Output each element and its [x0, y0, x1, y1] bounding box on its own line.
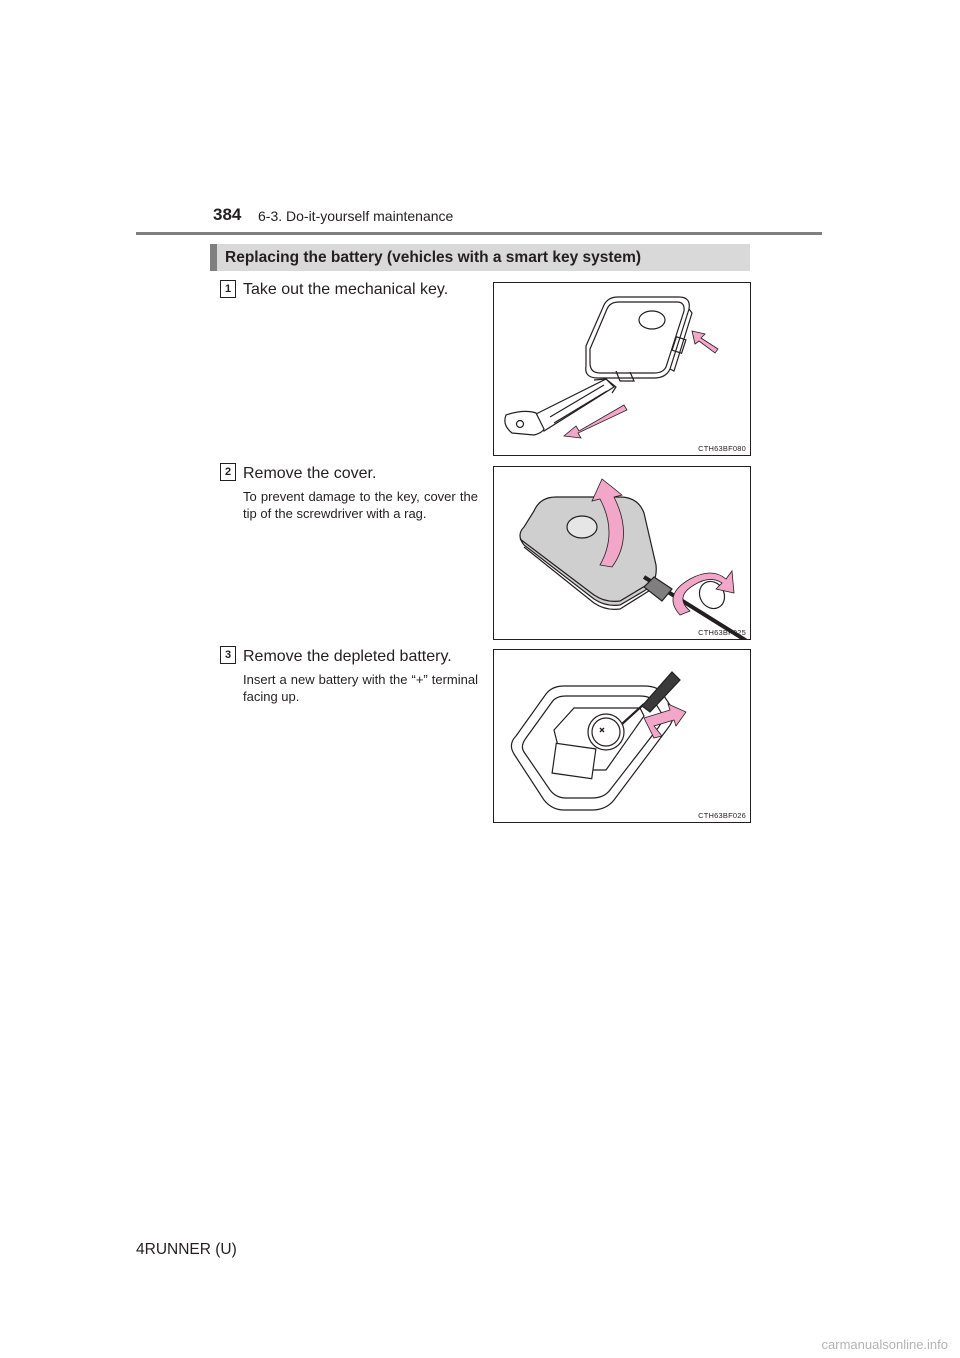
header-divider [136, 232, 822, 235]
step-3-badge: 3 [220, 646, 236, 664]
footer-model: 4RUNNER (U) [136, 1241, 237, 1258]
step-2-badge: 2 [220, 463, 236, 481]
remove-battery-illustration [494, 650, 750, 822]
banner-title: Replacing the battery (vehicles with a smart key system) [225, 249, 642, 266]
step-3-figure [493, 649, 751, 823]
step-3-note: Insert a new battery with the “+” terminal facing up. [243, 672, 478, 704]
step-1-badge: 1 [220, 280, 236, 298]
step-1-title: Take out the mechanical key. [243, 281, 449, 298]
step-2-title: Remove the cover. [243, 465, 377, 482]
step-3-title: Remove the depleted battery. [243, 648, 452, 665]
step-2-figure-code: CTH63BF025 [698, 628, 746, 637]
page-number: 384 [213, 205, 242, 224]
step-3-figure-code: CTH63BF026 [698, 811, 746, 820]
step-2-figure [493, 466, 751, 640]
section-banner [210, 244, 750, 271]
step-2-note: To prevent damage to the key, cover the tip of the screwdriver with a rag. [243, 489, 478, 521]
step-1-figure-code: CTH63BF080 [698, 444, 746, 453]
step-1-figure [493, 282, 751, 456]
watermark: carmanualsonline.info [821, 1337, 948, 1352]
banner-accent-bar [210, 244, 217, 271]
remove-cover-illustration [494, 467, 750, 639]
section-title: 6-3. Do-it-yourself maintenance [258, 208, 454, 224]
remove-mechanical-key-illustration [494, 283, 750, 455]
